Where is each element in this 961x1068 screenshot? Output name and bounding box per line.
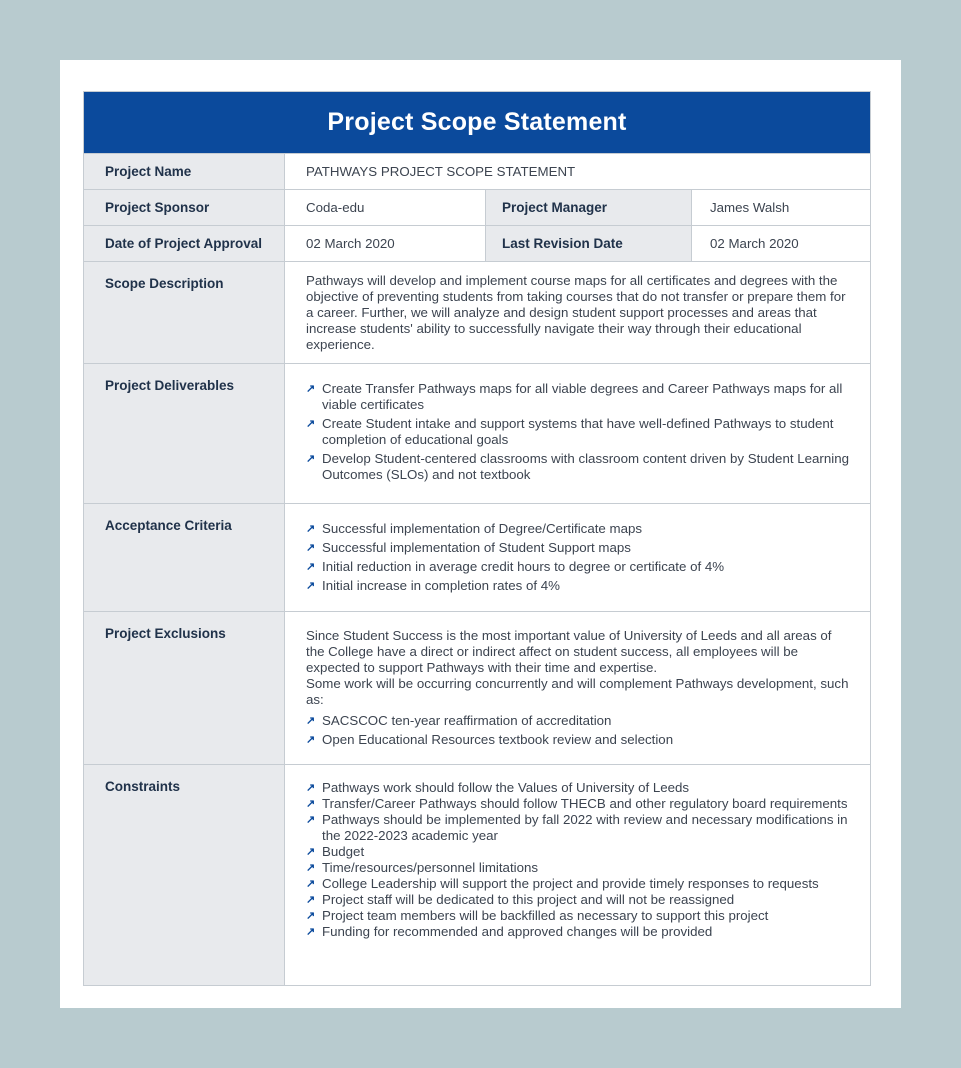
list-item: ↗ Funding for recommended and approved changes will be provided [306, 924, 713, 939]
project-manager-value: James Walsh [710, 200, 790, 215]
arrow-up-right-icon: ↗ [306, 418, 316, 430]
arrow-up-right-icon: ↗ [306, 580, 316, 592]
deliverables-label: Project Deliverables [84, 364, 285, 503]
exclusions-list [306, 713, 850, 748]
sponsor-manager-row [84, 189, 870, 225]
list-item: ↗ Initial increase in completion rates of 4% [306, 578, 560, 593]
project-exclusions-row [84, 611, 870, 764]
arrow-up-right-icon: ↗ [306, 798, 316, 810]
list-item: ↗ Successful implementation of Degree/Certificate maps [306, 521, 643, 536]
list-item: ↗ Transfer/Career Pathways should follow THECB and other regulatory board requirements [306, 796, 848, 811]
list-item: ↗ Project staff will be dedicated to this project and will not be reassigned [306, 892, 735, 907]
list-item: ↗ Pathways should be implemented by fall 2022 with review and necessary modifications in the 2022-2023 academic year [306, 812, 848, 843]
project-exclusions-label: Project Exclusions [84, 612, 285, 764]
project-sponsor-value: Coda-edu [285, 190, 486, 225]
scope-description-row [84, 261, 870, 363]
revision-date-label: Last Revision Date [486, 226, 692, 261]
project-name-label: Project Name [84, 154, 285, 189]
project-name-value: PATHWAYS PROJECT SCOPE STATEMENT [306, 163, 576, 179]
list-item: ↗ Successful implementation of Student Support maps [306, 540, 631, 555]
exclusions-paragraph: Since Student Success is the most important value of University of Leeds and all areas of the College have a direct or indirect affect on student success, all employees will be expected to support Pathways with their time and expertise. [306, 628, 832, 675]
arrow-up-right-icon: ↗ [306, 453, 316, 465]
list-item: ↗ Time/resources/personnel limitations [306, 860, 539, 875]
revision-date-value: 02 March 2020 [710, 236, 799, 251]
acceptance-criteria-row [84, 503, 870, 611]
project-manager-label: Project Manager [486, 190, 692, 225]
approval-date-value: 02 March 2020 [285, 226, 486, 261]
list-item: ↗ Develop Student-centered classrooms with classroom content driven by Student Learning Outcomes (SLOs) and not textbook [306, 451, 849, 482]
arrow-up-right-icon: ↗ [306, 523, 316, 535]
dates-row [84, 225, 870, 261]
arrow-up-right-icon: ↗ [306, 878, 316, 890]
arrow-up-right-icon: ↗ [306, 782, 316, 794]
list-item: ↗ SACSCOC ten-year reaffirmation of accreditation [306, 713, 612, 728]
arrow-up-right-icon: ↗ [306, 926, 316, 938]
list-item: ↗ College Leadership will support the project and provide timely responses to requests [306, 876, 819, 891]
list-item: ↗ Initial reduction in average credit hours to degree or certificate of 4% [306, 559, 725, 574]
list-item: ↗ Open Educational Resources textbook review and selection [306, 732, 674, 747]
scope-statement-table [83, 91, 871, 986]
list-item: ↗ Project team members will be backfilled as necessary to support this project [306, 908, 769, 923]
arrow-up-right-icon: ↗ [306, 894, 316, 906]
arrow-up-right-icon: ↗ [306, 542, 316, 554]
list-item: ↗ Pathways work should follow the Values of University of Leeds [306, 780, 690, 795]
list-item: ↗ Budget [306, 844, 365, 859]
approval-date-label: Date of Project Approval [84, 226, 285, 261]
list-item: ↗ Create Student intake and support systems that have well-defined Pathways to student completion of educational goals [306, 416, 834, 447]
arrow-up-right-icon: ↗ [306, 715, 316, 727]
arrow-up-right-icon: ↗ [306, 734, 316, 746]
deliverables-list [306, 381, 850, 483]
project-sponsor-label: Project Sponsor [84, 190, 285, 225]
arrow-up-right-icon: ↗ [306, 814, 316, 826]
project-name-row [84, 153, 870, 189]
arrow-up-right-icon: ↗ [306, 846, 316, 858]
deliverables-row [84, 363, 870, 503]
arrow-up-right-icon: ↗ [306, 910, 316, 922]
constraints-row [84, 764, 870, 985]
scope-description-label: Scope Description [84, 262, 285, 363]
arrow-up-right-icon: ↗ [306, 561, 316, 573]
acceptance-criteria-list [306, 521, 850, 594]
acceptance-criteria-label: Acceptance Criteria [84, 504, 285, 611]
exclusions-paragraph: Some work will be occurring concurrently and will complement Pathways development, such as: [306, 676, 849, 707]
arrow-up-right-icon: ↗ [306, 862, 316, 874]
scope-description-text: Pathways will develop and implement course maps for all certificates and degrees with the objective of preventing students from taking courses that do not transfer or prepare them for a career. Further, we will analyze and design student support processes and areas that increase students' ability to successfully navigate their way through their educational experience. [306, 273, 846, 352]
document-sheet [60, 60, 901, 1008]
arrow-up-right-icon: ↗ [306, 383, 316, 395]
constraints-label: Constraints [84, 765, 285, 985]
constraints-list [306, 780, 850, 940]
document-title: Project Scope Statement [84, 92, 870, 153]
list-item: ↗ Create Transfer Pathways maps for all viable degrees and Career Pathways maps for all viable certificates [306, 381, 843, 412]
